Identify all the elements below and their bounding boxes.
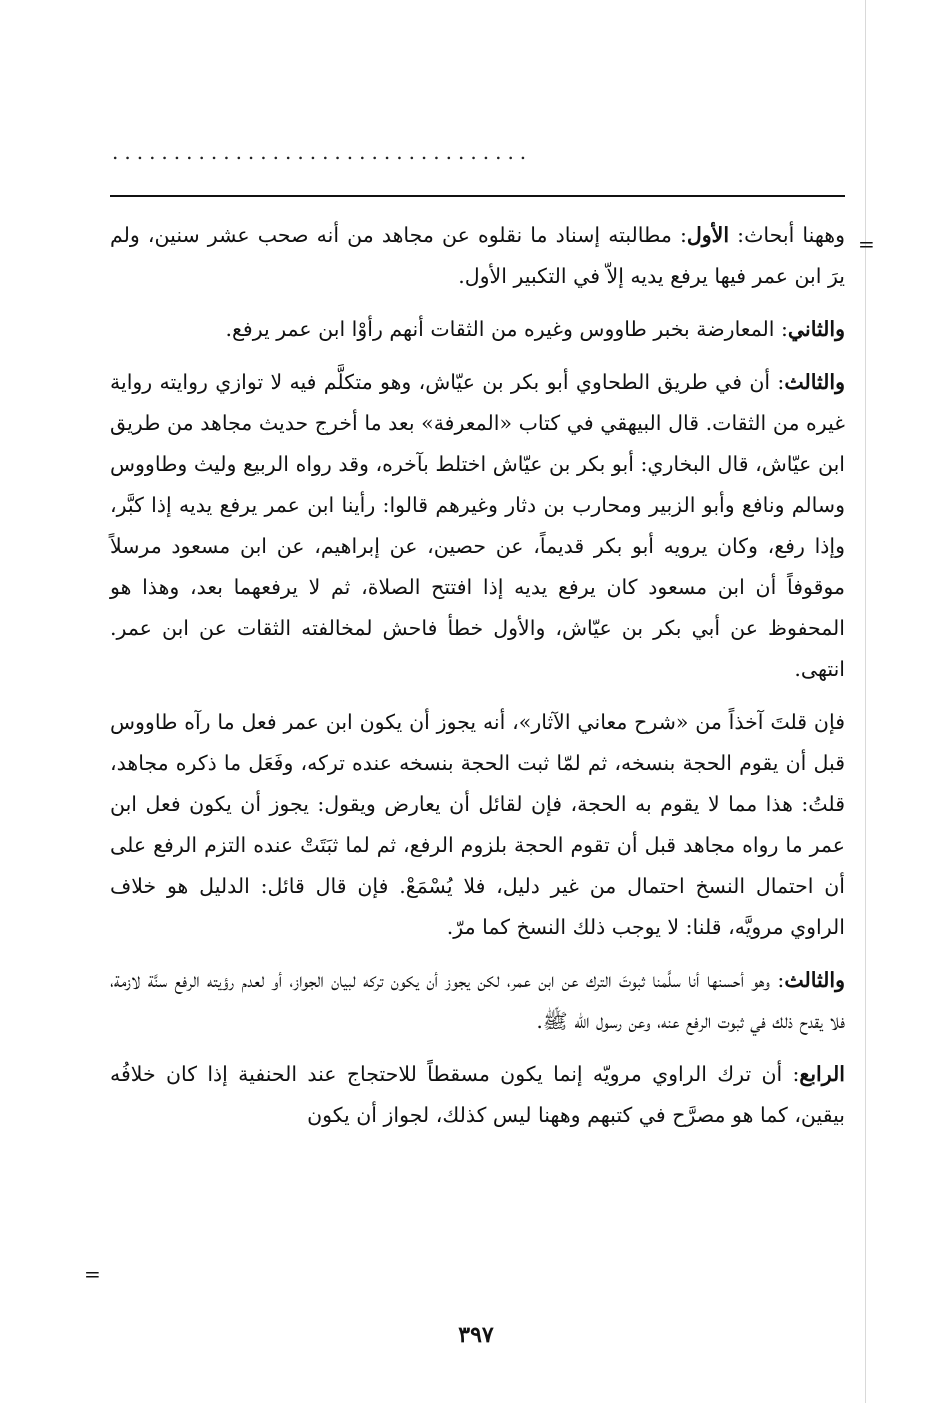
paragraph-6 — [110, 1054, 845, 1136]
paragraph-3 — [110, 362, 845, 690]
paragraph-2 — [110, 309, 845, 350]
paragraph-5-lead: والثالث — [784, 968, 845, 992]
paragraph-1-text: : مطالبته إسناد ما نقلوه عن مجاهد من أنه صحب عشر سنين، ولم يرَ ابن عمر فيها يرفع يديه إلاّ في التكبير الأول. — [110, 223, 845, 288]
paragraph-5 — [110, 960, 845, 1042]
header-dotted-line: .................................. — [112, 140, 533, 160]
paragraph-2-text: : المعارضة بخبر طاووس وغيره من الثقات أنهم رأوْا ابن عمر يرفع. — [225, 317, 788, 341]
paragraph-1-pre: وههنا أبحاث: — [729, 223, 845, 247]
page-number: ٣٩٧ — [458, 1322, 494, 1348]
continuation-mark-bottom: = — [84, 1262, 101, 1286]
paragraph-1 — [110, 215, 845, 297]
paragraph-3-text: : أن في طريق الطحاوي أبو بكر بن عيّاش، وهو متكلَّم فيه لا توازي روايته رواية غيره من الثقات. قال البيهقي في كتاب «المعرفة» بعد ما أخرج حديث مجاهد من طريق ابن عيّاش، قال البخاري: أبو بكر بن عيّاش اختلط بآخره، وقد رواه الربيع وليث وطاووس وسالم ونافع وأبو الزبير ومحارب بن دثار وغيرهم قالوا: رأينا ابن عمر يرفع يديه إذا كبَّر، وإذا رفع، وكان يرويه أبو بكر قديماً، عن حصين، عن إبراهيم، عن ابن مسعود مرسلاً موقوفاً أن ابن مسعود كان يرفع يديه إذا افتتح الصلاة، ثم لا يرفعهما بعد، وهذا هو المحفوظ عن أبي بكر بن عيّاش، والأول خطأ فاحش لمخالفته الثقات عن ابن عمر. انتهى. — [110, 370, 845, 681]
continuation-mark-top: = — [858, 232, 875, 256]
page-edge-line — [865, 0, 866, 1403]
paragraph-6-text: : أن ترك الراوي مرويّه إنما يكون مسقطاً للاحتجاج عند الحنفية إذا كان خلافُه بيقين، كما هو مصرَّح في كتبهم وههنا ليس كذلك، لجواز أن يكون — [110, 1062, 845, 1127]
horizontal-rule — [110, 195, 845, 197]
paragraph-3-lead: والثالث — [784, 370, 845, 394]
paragraph-4-pre: فإن قلتَ آخذاً من «شرح معاني الآثار»، أنه يجوز أن يكون ابن عمر فعل ما رآه طاووس قبل أن يقوم الحجة بنسخه، ثم لمّا ثبت الحجة بنسخه عنده تركه، وفَعَل ما ذكره مجاهد، قلتُ: هذا مما لا يقوم به الحجة، فإن لقائل أن يعارض ويقول: يجوز أن يكون فعل ابن عمر ما رواه مجاهد قبل أن تقوم الحجة بلزوم الرفع، ثم لما ثبَتَتْ عنده التزم الرفع على أن احتمال النسخ احتمال من غير دليل، فلا يُسْمَعْ. فإن قال قائل: الدليل هو خلاف الراوي مرويَّه، قلنا: لا يوجب ذلك النسخ كما مرّ. — [110, 710, 845, 939]
paragraph-1-lead: الأول — [686, 223, 730, 247]
paragraph-2-lead: والثاني — [787, 317, 845, 341]
paragraph-4 — [110, 702, 845, 948]
paragraph-6-lead: الرابع — [799, 1062, 845, 1086]
body-text — [110, 215, 845, 1148]
paragraph-5-text: : وهو أحسنها أنا سلَّمنا ثبوتَ الترك عن ابن عمر، لكن يجوز أن يكون تركه لبيان الجواز، أو لعدم رؤيته الرفع سنَّة لازمة، فلا يقدح ذلك في ثبوت الرفع عنه، وعن رسول الله ﷺ. — [110, 968, 845, 1033]
